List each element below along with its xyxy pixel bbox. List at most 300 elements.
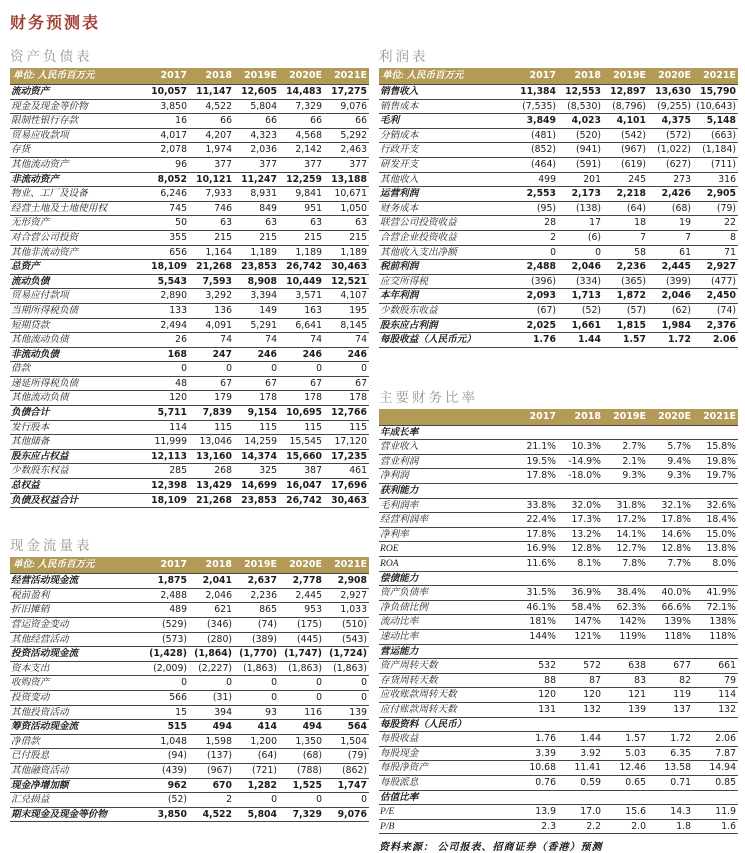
- cell-value: 8,931: [234, 187, 279, 202]
- table-row: [10, 333, 369, 348]
- source-note: 资料来源： 公司报表、招商证券（香港）预测: [379, 842, 603, 853]
- cell-value: (520): [558, 128, 603, 143]
- table-row: [10, 479, 369, 494]
- table-row: [10, 289, 369, 304]
- cell-value: 30,463: [324, 260, 369, 275]
- cell-value: 2,445: [279, 588, 324, 603]
- cell-value: 10.68: [513, 761, 558, 776]
- cell-value: (365): [603, 274, 648, 289]
- table-row: [10, 734, 369, 749]
- cell-value: 32.0%: [558, 498, 603, 513]
- cell-value: 83: [603, 673, 648, 688]
- cell-value: 10,057: [144, 85, 189, 100]
- cell-value: 181%: [513, 615, 558, 630]
- cell-value: 2.3: [513, 819, 558, 834]
- cell-value: (1,022): [648, 143, 693, 158]
- cell-value: 144%: [513, 630, 558, 645]
- cell-value: 8,908: [234, 274, 279, 289]
- cell-value: 168: [144, 347, 189, 362]
- row-label: 财务成本: [379, 201, 513, 216]
- cell-value: 1,984: [648, 318, 693, 333]
- cell-value: 67: [324, 376, 369, 391]
- cell-value: 3,849: [513, 114, 558, 129]
- row-label: 发行股本: [10, 420, 144, 435]
- cell-value: 849: [234, 201, 279, 216]
- cell-value: 2,078: [144, 143, 189, 158]
- cell-value: 0: [279, 690, 324, 705]
- cash-flow-table: [10, 557, 369, 822]
- cell-value: 1,200: [234, 734, 279, 749]
- cell-value: 88: [513, 673, 558, 688]
- table-row: [379, 586, 738, 601]
- cell-value: 163: [279, 303, 324, 318]
- cell-value: 138%: [693, 615, 738, 630]
- table-row: [10, 201, 369, 216]
- cell-value: 10.3%: [558, 440, 603, 455]
- cell-value: 136: [189, 303, 234, 318]
- page-title: 财务预测表: [10, 13, 101, 32]
- cell-value: 2,142: [279, 143, 324, 158]
- cell-value: (477): [693, 274, 738, 289]
- table-row: [379, 318, 738, 333]
- balance-sheet-table: [10, 68, 369, 508]
- unit-label: 单位: 人民币百万元: [10, 557, 144, 574]
- cell-value: 670: [189, 778, 234, 793]
- row-label: 营运资金变动: [10, 618, 144, 633]
- cell-value: 0: [558, 245, 603, 260]
- cell-value: 63: [189, 216, 234, 231]
- table-row: [10, 793, 369, 808]
- cell-value: 4,323: [234, 128, 279, 143]
- cell-value: 7,933: [189, 187, 234, 202]
- cell-value: 133: [144, 303, 189, 318]
- year-column-header: 2019E: [603, 68, 648, 85]
- table-row: [379, 615, 738, 630]
- cell-value: 13,160: [189, 449, 234, 464]
- cell-value: (2,227): [189, 661, 234, 676]
- cell-value: 114: [693, 688, 738, 703]
- cell-value: 325: [234, 464, 279, 479]
- cell-value: 14,374: [234, 449, 279, 464]
- cell-value: (9,255): [648, 99, 693, 114]
- cell-value: 149: [234, 303, 279, 318]
- table-row: [379, 172, 738, 187]
- cell-value: 7,593: [189, 274, 234, 289]
- table-row: [379, 630, 738, 645]
- cell-value: 79: [693, 673, 738, 688]
- year-column-header: 2021E: [324, 557, 369, 574]
- cell-value: 121%: [558, 630, 603, 645]
- cell-value: 246: [234, 347, 279, 362]
- cell-value: (967): [189, 763, 234, 778]
- table-row: [10, 260, 369, 275]
- cell-value: 951: [279, 201, 324, 216]
- table-row: [10, 720, 369, 735]
- cell-value: 46.1%: [513, 600, 558, 615]
- cell-value: 6,246: [144, 187, 189, 202]
- table-row: [10, 303, 369, 318]
- cell-value: 2,905: [693, 187, 738, 202]
- table-row: [10, 347, 369, 362]
- cell-value: 142%: [603, 615, 648, 630]
- cell-value: 1,713: [558, 289, 603, 304]
- cell-value: 67: [279, 376, 324, 391]
- cell-value: 745: [144, 201, 189, 216]
- cell-value: 2.0: [603, 819, 648, 834]
- cell-value: 2,218: [603, 187, 648, 202]
- row-label: 流动负债: [10, 274, 144, 289]
- cell-value: 32.6%: [693, 498, 738, 513]
- cell-value: 8,145: [324, 318, 369, 333]
- table-row: [379, 201, 738, 216]
- row-label: 营业收入: [379, 440, 513, 455]
- year-column-header: 2021E: [693, 409, 738, 426]
- row-label: 流动资产: [10, 85, 144, 100]
- row-label: 每股收益（人民币元）: [379, 333, 513, 348]
- cell-value: 12,897: [603, 85, 648, 100]
- cell-value: (862): [324, 763, 369, 778]
- cell-value: 17.2%: [603, 513, 648, 528]
- row-label: 限制性银行存款: [10, 114, 144, 129]
- cell-value: 4,522: [189, 807, 234, 822]
- cell-value: 201: [558, 172, 603, 187]
- table-row: [10, 603, 369, 618]
- cell-value: 13.8%: [693, 542, 738, 557]
- cell-value: 71: [693, 245, 738, 260]
- cell-value: 494: [279, 720, 324, 735]
- cell-value: 2.06: [693, 333, 738, 348]
- table-header-row: [379, 68, 738, 85]
- row-label: 已付股息: [10, 749, 144, 764]
- table-row: [10, 807, 369, 822]
- cell-value: (1,770): [234, 647, 279, 662]
- row-label: 存货周转天数: [379, 673, 513, 688]
- cell-value: 0: [279, 793, 324, 808]
- table-row: [379, 187, 738, 202]
- row-label: 净负债比例: [379, 600, 513, 615]
- cell-value: 21,268: [189, 493, 234, 508]
- row-label: 毛利润率: [379, 498, 513, 513]
- row-label: 递延所得税负债: [10, 376, 144, 391]
- cell-value: 7.87: [693, 746, 738, 761]
- cell-value: 4,107: [324, 289, 369, 304]
- cell-value: 16.9%: [513, 542, 558, 557]
- cell-value: -14.9%: [558, 454, 603, 469]
- cell-value: 17.3%: [558, 513, 603, 528]
- cell-value: 2,236: [603, 260, 648, 275]
- cell-value: 0: [324, 690, 369, 705]
- cell-value: 33.8%: [513, 498, 558, 513]
- cell-value: (1,863): [234, 661, 279, 676]
- cell-value: 1,048: [144, 734, 189, 749]
- row-label: 净利润: [379, 469, 513, 484]
- row-label: 其他融资活动: [10, 763, 144, 778]
- cell-value: 215: [279, 230, 324, 245]
- cell-value: 1,282: [234, 778, 279, 793]
- table-row: [10, 449, 369, 464]
- cell-value: 5,711: [144, 406, 189, 421]
- cell-value: 245: [603, 172, 648, 187]
- year-column-header: 2019E: [234, 68, 279, 85]
- cell-value: 67: [189, 376, 234, 391]
- cell-value: 38.4%: [603, 586, 648, 601]
- cell-value: 1,598: [189, 734, 234, 749]
- cell-value: 532: [513, 659, 558, 674]
- section-row: [379, 484, 738, 499]
- row-label: 运营利润: [379, 187, 513, 202]
- cell-value: 268: [189, 464, 234, 479]
- cell-value: 12,259: [279, 172, 324, 187]
- cell-value: (445): [279, 632, 324, 647]
- cell-value: 246: [324, 347, 369, 362]
- table-row: [379, 688, 738, 703]
- cell-value: 22: [693, 216, 738, 231]
- cell-value: 377: [189, 157, 234, 172]
- cell-value: 0: [279, 362, 324, 377]
- row-label: 股东应占利润: [379, 318, 513, 333]
- row-label: 短期贷款: [10, 318, 144, 333]
- cell-value: 3,850: [144, 99, 189, 114]
- row-label: 其他流动资产: [10, 157, 144, 172]
- cell-value: 2,927: [324, 588, 369, 603]
- cell-value: 1.44: [558, 333, 603, 348]
- cell-value: 2.1%: [603, 454, 648, 469]
- cell-value: 118%: [648, 630, 693, 645]
- table-row: [379, 761, 738, 776]
- row-label: 联营公司投资收益: [379, 216, 513, 231]
- row-label: 税前利润: [379, 260, 513, 275]
- cell-value: 11.6%: [513, 557, 558, 572]
- cell-value: 41.9%: [693, 586, 738, 601]
- cell-value: 119%: [603, 630, 648, 645]
- section-row: [379, 790, 738, 805]
- cell-value: 15: [144, 705, 189, 720]
- cell-value: 5,543: [144, 274, 189, 289]
- cell-value: (64): [603, 201, 648, 216]
- cell-value: 19: [648, 216, 693, 231]
- table-row: [10, 245, 369, 260]
- cell-value: 0.59: [558, 775, 603, 790]
- cell-value: (711): [693, 157, 738, 172]
- cell-value: 215: [189, 230, 234, 245]
- row-label: 负债合计: [10, 406, 144, 421]
- section-row: [379, 717, 738, 732]
- table-row: [379, 600, 738, 615]
- cell-value: 5,148: [693, 114, 738, 129]
- cell-value: 1.72: [648, 732, 693, 747]
- cell-value: 21.1%: [513, 440, 558, 455]
- cell-value: 677: [648, 659, 693, 674]
- cell-value: 26,742: [279, 493, 324, 508]
- row-label: 应付账款周转天数: [379, 702, 513, 717]
- year-column-header: 2017: [144, 68, 189, 85]
- cell-value: 6,641: [279, 318, 324, 333]
- cell-value: 12,398: [144, 479, 189, 494]
- cell-value: (334): [558, 274, 603, 289]
- table-row: [379, 99, 738, 114]
- cell-value: 1,661: [558, 318, 603, 333]
- row-label: 每股净资产: [379, 761, 513, 776]
- cell-value: 26,742: [279, 260, 324, 275]
- row-label: 净利率: [379, 527, 513, 542]
- cell-value: 195: [324, 303, 369, 318]
- cell-value: 58.4%: [558, 600, 603, 615]
- cell-value: (510): [324, 618, 369, 633]
- cell-value: 19.7%: [693, 469, 738, 484]
- year-column-header: 2020E: [279, 557, 324, 574]
- section-row: [379, 571, 738, 586]
- cell-value: 10,449: [279, 274, 324, 289]
- cell-value: 30,463: [324, 493, 369, 508]
- cell-value: 120: [144, 391, 189, 406]
- table-row: [379, 819, 738, 834]
- cash-flow-heading: 现金流量表: [10, 538, 93, 554]
- table-row: [10, 632, 369, 647]
- cell-value: (280): [189, 632, 234, 647]
- cell-value: (79): [324, 749, 369, 764]
- table-row: [379, 659, 738, 674]
- cell-value: 5,804: [234, 807, 279, 822]
- cell-value: 0.76: [513, 775, 558, 790]
- cell-value: 1.76: [513, 732, 558, 747]
- cell-value: 17.8%: [513, 469, 558, 484]
- cell-value: 4,091: [189, 318, 234, 333]
- cell-value: 2,553: [513, 187, 558, 202]
- balance-sheet-heading: 资产负债表: [10, 49, 93, 64]
- cell-value: 1,872: [603, 289, 648, 304]
- cell-value: 1,747: [324, 778, 369, 793]
- cell-value: 2,046: [558, 260, 603, 275]
- section-label: 年成长率: [379, 425, 738, 440]
- cell-value: (1,724): [324, 647, 369, 662]
- row-label: 速动比率: [379, 630, 513, 645]
- cell-value: 0: [324, 362, 369, 377]
- cell-value: 638: [603, 659, 648, 674]
- row-label: P/B: [379, 819, 513, 834]
- cell-value: (1,747): [279, 647, 324, 662]
- cell-value: (68): [279, 749, 324, 764]
- cell-value: 0: [234, 676, 279, 691]
- table-row: [10, 172, 369, 187]
- cell-value: 147%: [558, 615, 603, 630]
- cell-value: 2,927: [693, 260, 738, 275]
- table-row: [10, 230, 369, 245]
- cell-value: 746: [189, 201, 234, 216]
- cell-value: 2: [189, 793, 234, 808]
- cell-value: 215: [324, 230, 369, 245]
- cell-value: 1,050: [324, 201, 369, 216]
- row-label: 贸易应付款项: [10, 289, 144, 304]
- year-column-header: 2020E: [648, 68, 693, 85]
- row-label: 行政开支: [379, 143, 513, 158]
- cell-value: 14.6%: [648, 527, 693, 542]
- table-row: [379, 143, 738, 158]
- year-column-header: 2021E: [693, 68, 738, 85]
- cell-value: 489: [144, 603, 189, 618]
- cell-value: 1.6: [693, 819, 738, 834]
- cell-value: 132: [558, 702, 603, 717]
- cell-value: 179: [189, 391, 234, 406]
- cell-value: 12.7%: [603, 542, 648, 557]
- cell-value: 0.65: [603, 775, 648, 790]
- cell-value: 15,660: [279, 449, 324, 464]
- cell-value: 661: [693, 659, 738, 674]
- table-row: [379, 274, 738, 289]
- cell-value: 9,154: [234, 406, 279, 421]
- cell-value: 82: [648, 673, 693, 688]
- row-label: 净借款: [10, 734, 144, 749]
- row-label: 非流动资产: [10, 172, 144, 187]
- section-label: 每股资料（人民币）: [379, 717, 738, 732]
- cell-value: 1,504: [324, 734, 369, 749]
- cell-value: 116: [279, 705, 324, 720]
- cell-value: (663): [693, 128, 738, 143]
- cell-value: (62): [648, 303, 693, 318]
- cell-value: 12,521: [324, 274, 369, 289]
- cell-value: 50: [144, 216, 189, 231]
- cell-value: 5.7%: [648, 440, 693, 455]
- cell-value: 656: [144, 245, 189, 260]
- cell-value: 387: [279, 464, 324, 479]
- cell-value: 953: [279, 603, 324, 618]
- cell-value: 2,445: [648, 260, 693, 275]
- cell-value: (788): [279, 763, 324, 778]
- cell-value: (573): [144, 632, 189, 647]
- cell-value: 13.9: [513, 805, 558, 820]
- cell-value: 7.7%: [648, 557, 693, 572]
- cell-value: 15.6: [603, 805, 648, 820]
- section-row: [379, 644, 738, 659]
- cell-value: 66: [279, 114, 324, 129]
- cell-value: 246: [279, 347, 324, 362]
- table-row: [10, 763, 369, 778]
- cell-value: (64): [234, 749, 279, 764]
- cell-value: 132: [693, 702, 738, 717]
- cell-value: 316: [693, 172, 738, 187]
- cell-value: 2,778: [279, 574, 324, 589]
- cell-value: (439): [144, 763, 189, 778]
- cell-value: 2.7%: [603, 440, 648, 455]
- cell-value: 394: [189, 705, 234, 720]
- cell-value: 14,259: [234, 435, 279, 450]
- cell-value: 0: [513, 245, 558, 260]
- cell-value: 515: [144, 720, 189, 735]
- cell-value: 4,568: [279, 128, 324, 143]
- cell-value: 139: [603, 702, 648, 717]
- row-label: 应交所得税: [379, 274, 513, 289]
- cell-value: 28: [513, 216, 558, 231]
- cell-value: 0: [324, 676, 369, 691]
- row-label: 每股现金: [379, 746, 513, 761]
- row-label: 少数股东收益: [379, 303, 513, 318]
- cell-value: 4,017: [144, 128, 189, 143]
- two-column-layout: [10, 39, 737, 853]
- cell-value: 2,041: [189, 574, 234, 589]
- cell-value: 178: [234, 391, 279, 406]
- left-column: [10, 39, 369, 822]
- cell-value: 3.92: [558, 746, 603, 761]
- cell-value: (1,184): [693, 143, 738, 158]
- row-label: 其他投资活动: [10, 705, 144, 720]
- cell-value: (543): [324, 632, 369, 647]
- cell-value: (389): [234, 632, 279, 647]
- cell-value: 120: [513, 688, 558, 703]
- cell-value: 11.9: [693, 805, 738, 820]
- table-row: [379, 469, 738, 484]
- row-label: 每股派息: [379, 775, 513, 790]
- cell-value: 13,188: [324, 172, 369, 187]
- cell-value: 0: [189, 676, 234, 691]
